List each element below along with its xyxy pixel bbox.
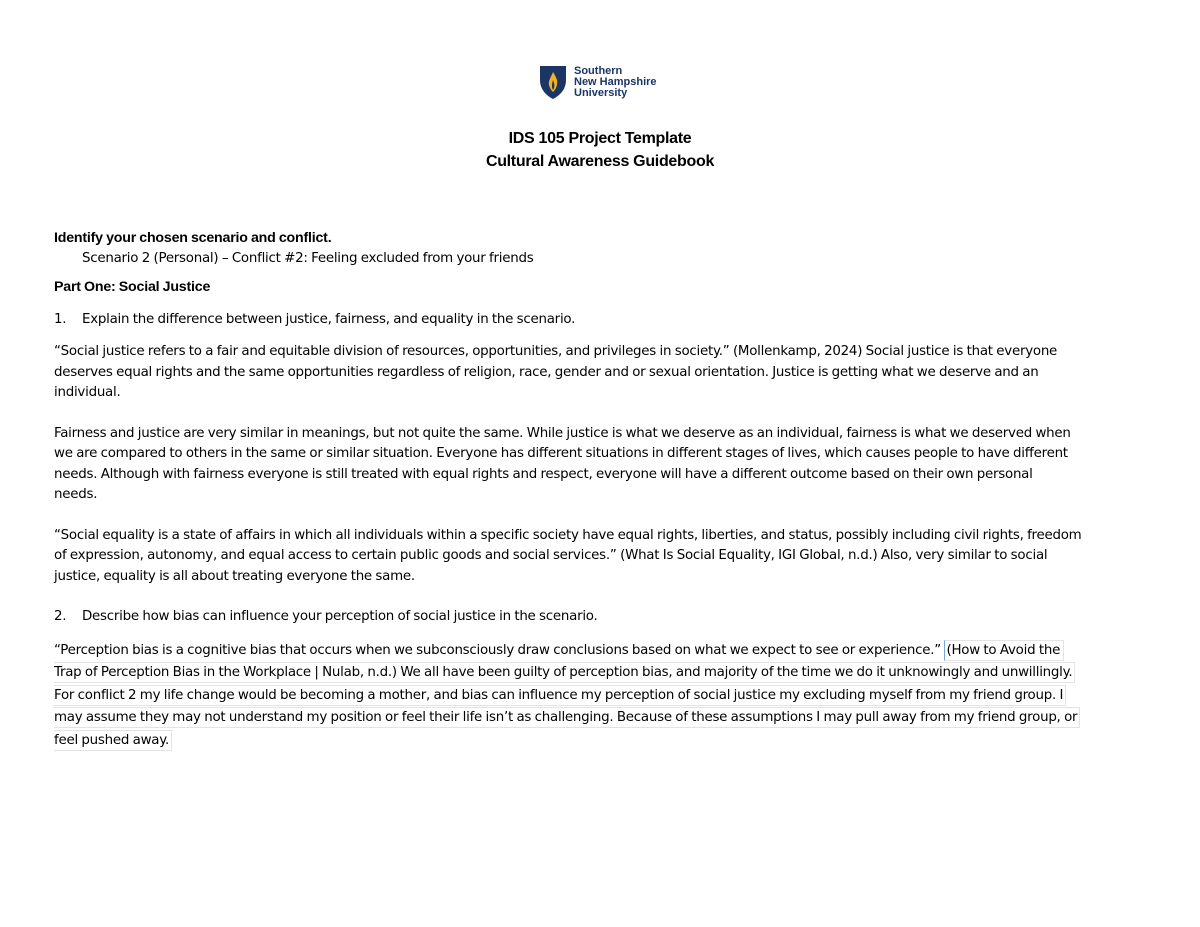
logo-line-2: New Hampshire bbox=[574, 75, 657, 88]
paragraph-line: justice, equality is all about treating everyone the same. bbox=[54, 568, 415, 584]
citation-highlight[interactable]: (How to Avoid the bbox=[944, 640, 1064, 661]
question-2-number: 2. bbox=[54, 609, 67, 624]
question-1-text: Explain the difference between justice, fairness, and equality in the scenario. bbox=[82, 311, 576, 327]
q1-paragraph-3 bbox=[54, 526, 1154, 588]
title-line-2: Cultural Awareness Guidebook bbox=[485, 153, 715, 170]
paragraph-line[interactable]: feel pushed away. bbox=[54, 730, 172, 751]
paragraph-line: needs. bbox=[54, 487, 98, 502]
question-1 bbox=[54, 310, 1154, 331]
logo-line-3: University bbox=[574, 86, 628, 99]
paragraph-line: needs. Although with fairness everyone is still treated with equal rights and respect, everyone will have a different outcome based on their own personal bbox=[54, 466, 1033, 482]
paragraph-line: deserves equal rights and the same opportunities regardless of religion, race, gender and or sexual orientation. Justice is getting what we deserve and an bbox=[54, 364, 1039, 380]
paragraph-line[interactable]: Trap of Perception Bias in the Workplace | Nulab, n.d.) We all have been guilty of perception bias, and majority of the time we do it unknowingly and unwillingly. bbox=[54, 662, 1075, 683]
paragraph-line: “Social justice refers to a fair and equitable division of resources, opportunities, and privileges in society.” (Mollenkamp, 2024) Social justice is that everyone bbox=[54, 344, 1058, 359]
paragraph-line: Fairness and justice are very similar in meanings, but not quite the same. While justice is what we deserve as an individual, fairness is what we deserved when bbox=[54, 425, 1071, 441]
paragraph-line[interactable]: may assume they may not understand my position or feel their life isn’t as challenging. Because of these assumptions I may pull away from my friend group, or bbox=[54, 707, 1080, 728]
university-logo bbox=[538, 64, 657, 100]
paragraph-line: “Social equality is a state of affairs in which all individuals within a specific society have equal rights, liberties, and status, possibly including civil rights, freedom bbox=[54, 527, 1082, 543]
q1-paragraph-2 bbox=[54, 424, 1154, 506]
logo-wordmark bbox=[574, 66, 657, 99]
document-title bbox=[0, 127, 1200, 173]
q1-paragraph-1 bbox=[54, 342, 1154, 404]
identify-heading: Identify your chosen scenario and conflict. bbox=[54, 230, 332, 246]
paragraph-line[interactable]: For conflict 2 my life change would be becoming a mother, and bias can influence my perception of social justice my excluding myself from my friend group. I bbox=[54, 685, 1066, 706]
q2-paragraph-1 bbox=[54, 640, 1154, 753]
paragraph-line bbox=[54, 640, 1064, 661]
question-1-number: 1. bbox=[54, 311, 67, 327]
logo-line-1: Southern bbox=[574, 64, 623, 77]
quote-text: “Perception bias is a cognitive bias that occurs when we subconsciously draw conclusions based on what we expect to see or experience.” bbox=[54, 642, 945, 658]
question-2 bbox=[54, 607, 1154, 628]
paragraph-line: individual. bbox=[54, 385, 121, 400]
document-body bbox=[54, 228, 1154, 752]
part-one-heading: Part One: Social Justice bbox=[54, 279, 211, 295]
paragraph-line: of expression, autonomy, and equal access to certain public goods and social services.” (What Is Social Equality, IGI Global, n.d.) Also, very similar to social bbox=[54, 548, 1048, 563]
shield-flame-icon bbox=[538, 64, 568, 100]
title-line-1: IDS 105 Project Template bbox=[508, 130, 692, 147]
paragraph-line: we are compared to others in the same or similar situation. Everyone has different situations in different stages of lives, which causes people to have different bbox=[54, 446, 1068, 461]
question-2-text: Describe how bias can influence your perception of social justice in the scenario. bbox=[82, 609, 598, 624]
scenario-line: Scenario 2 (Personal) – Conflict #2: Feeling excluded from your friends bbox=[82, 250, 534, 266]
